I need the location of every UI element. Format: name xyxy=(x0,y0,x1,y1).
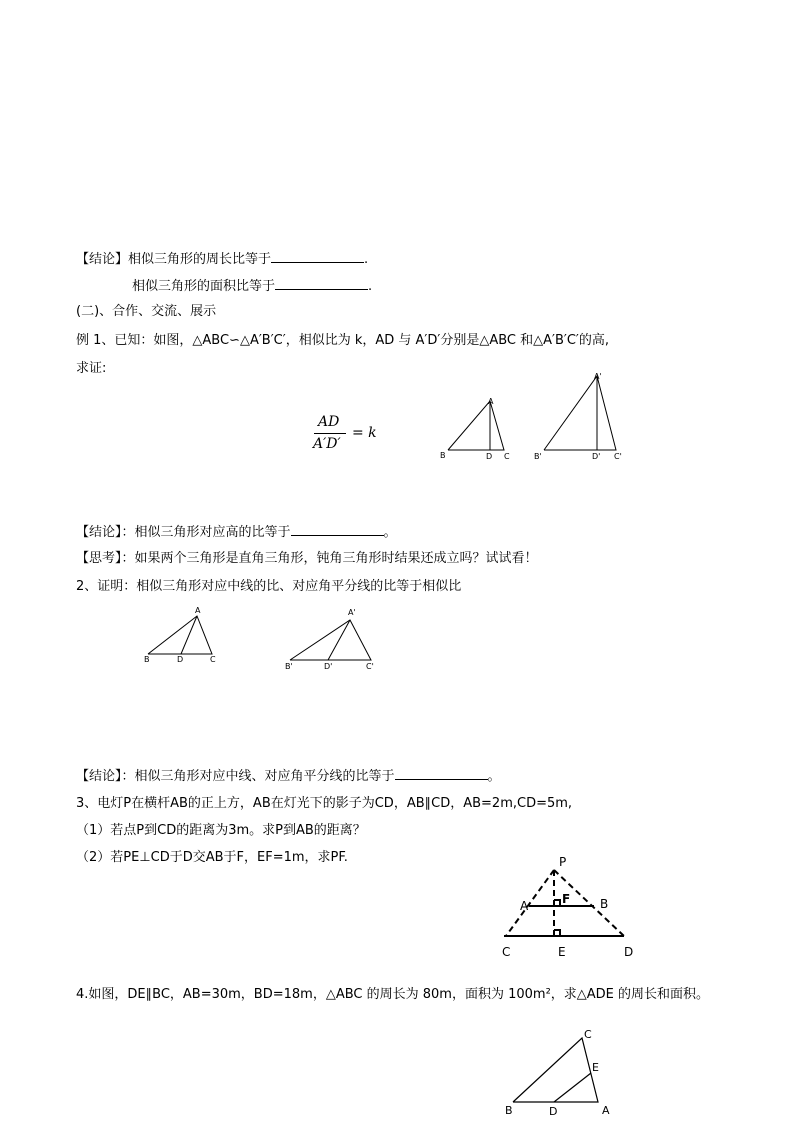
label-D: D xyxy=(486,452,493,461)
label-C: C xyxy=(584,1028,592,1041)
label-D1: D' xyxy=(324,662,333,671)
label-A: A xyxy=(488,397,494,406)
label-A1: A' xyxy=(348,608,356,617)
label-F: F xyxy=(562,892,571,906)
formula-numerator: AD xyxy=(318,414,340,430)
label-B1: B' xyxy=(285,662,293,671)
triangle-abc-figure xyxy=(436,392,520,464)
question3-text: 3、电灯P在横杆AB的正上方，AB在灯光下的影子为CD，AB∥CD，AB=2m,CD=5m, xyxy=(76,796,573,811)
label-C: C xyxy=(504,452,510,461)
label-C1: C' xyxy=(366,662,374,671)
conclusion-tag: 【结论】 xyxy=(76,525,122,540)
label-B: B xyxy=(440,451,446,460)
section-heading: (二)、合作、交流、展示 xyxy=(76,304,217,319)
answer-blank[interactable] xyxy=(275,277,368,290)
question4-text: 4.如图，DE∥BC，AB=30m，BD=18m，△ABC 的周长为 80m，面积为 100m²，求△ADE 的周长和面积。 xyxy=(76,987,710,1002)
lamp-shadow-figure xyxy=(496,852,642,964)
label-A: A xyxy=(195,606,201,615)
conclusion-perimeter: 【结论】相似三角形的周长比等于 . xyxy=(76,252,369,267)
conclusion-median: 【结论】：相似三角形对应中线、对应角平分线的比等于 。 xyxy=(76,769,501,784)
formula-denominator: A′D′ xyxy=(313,436,341,452)
answer-blank[interactable] xyxy=(291,523,384,536)
label-D: D xyxy=(624,945,634,959)
conclusion-tag: 【结论】 xyxy=(76,769,122,784)
label-A: A xyxy=(602,1104,610,1117)
label-C: C xyxy=(502,945,511,959)
answer-blank[interactable] xyxy=(395,767,488,780)
label-B: B xyxy=(505,1104,513,1117)
question3-part1: （1）若点P到CD的距离为3m。求P到AB的距离？ xyxy=(76,823,366,838)
label-B1: B' xyxy=(534,452,542,461)
formula-rhs: = k xyxy=(352,425,377,441)
median-large-figure xyxy=(280,604,380,672)
label-C1: C' xyxy=(614,452,622,461)
question3-part2: （2）若PE⊥CD于D交AB于F，EF=1m，求PF. xyxy=(76,850,348,865)
label-D: D xyxy=(177,655,184,664)
label-B: B xyxy=(600,897,609,911)
label-B: B xyxy=(144,655,150,664)
label-A1: A' xyxy=(594,372,602,381)
label-D1: D' xyxy=(592,452,601,461)
label-C: C xyxy=(210,655,216,664)
parallel-triangle-figure xyxy=(498,1022,622,1118)
conclusion-tag: 【结论】 xyxy=(76,252,129,267)
question2-text: 2、证明：相似三角形对应中线的比、对应角平分线的比等于相似比 xyxy=(76,579,462,594)
fraction-bar xyxy=(314,433,346,434)
label-E: E xyxy=(592,1061,599,1074)
label-A: A xyxy=(520,899,529,913)
think-prompt: 【思考】：如果两个三角形是直角三角形，钝角三角形时结果还成立吗？试试看！ xyxy=(76,551,538,566)
example1-text: 例 1、已知：如图，△ABC∽△A′B′C′，相似比为 k，AD 与 A′D′分别是△ABC 和△A′B′C′的高, xyxy=(76,333,609,348)
median-small-figure xyxy=(140,604,224,666)
conclusion-altitude: 【结论】：相似三角形对应高的比等于 。 xyxy=(76,525,397,540)
label-P: P xyxy=(559,855,567,869)
example1-prove: 求证: xyxy=(76,361,107,376)
label-E: E xyxy=(558,945,566,959)
answer-blank[interactable] xyxy=(271,250,364,263)
think-tag: 【思考】 xyxy=(76,551,122,566)
label-D: D xyxy=(549,1105,558,1118)
triangle-a1b1c1-figure xyxy=(530,368,630,466)
conclusion-area: 相似三角形的面积比等于 . xyxy=(132,279,373,294)
